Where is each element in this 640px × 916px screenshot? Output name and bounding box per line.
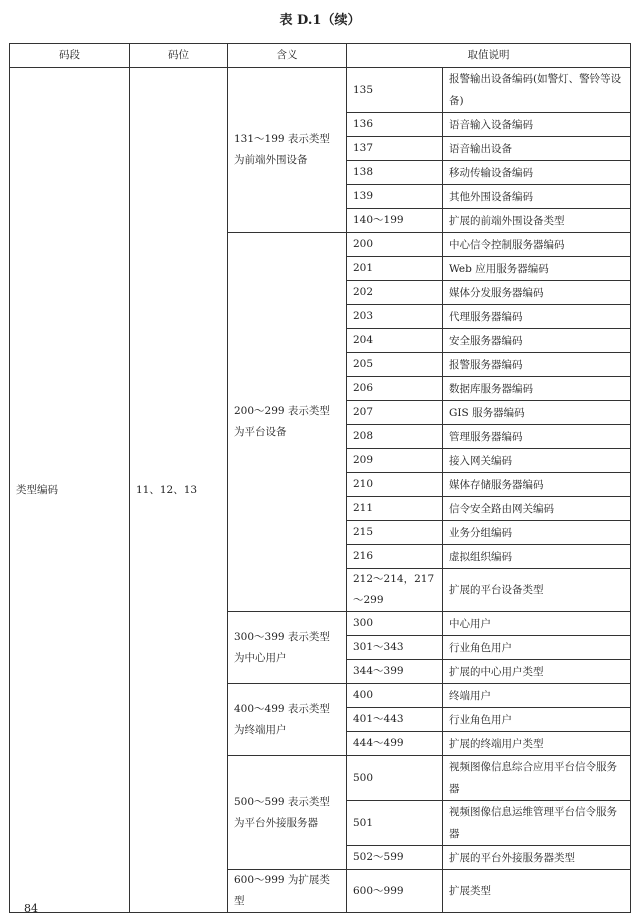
code-cell: 204 [347,329,443,353]
header-position: 码位 [130,44,228,68]
position-cell: 11、12、13 [130,68,228,913]
code-cell: 208 [347,425,443,449]
description-cell: Web 应用服务器编码 [443,257,631,281]
header-row [10,44,631,68]
description-cell: 行业角色用户 [443,708,631,732]
description-cell: 视频图像信息综合应用平台信令服务器 [443,756,631,801]
code-cell: 501 [347,801,443,846]
header-meaning: 含义 [228,44,347,68]
code-cell: 136 [347,113,443,137]
description-cell: 报警服务器编码 [443,353,631,377]
description-cell: 语音输入设备编码 [443,113,631,137]
header-value-description: 取值说明 [347,44,631,68]
code-cell: 500 [347,756,443,801]
code-cell: 400 [347,684,443,708]
code-cell: 444～499 [347,732,443,756]
code-cell: 212～214，217～299 [347,569,443,612]
description-cell: 数据库服务器编码 [443,377,631,401]
description-cell: 扩展的终端用户类型 [443,732,631,756]
code-cell: 202 [347,281,443,305]
page-number: 84 [24,902,38,915]
description-cell: 接入网关编码 [443,449,631,473]
description-cell: 视频图像信息运维管理平台信令服务器 [443,801,631,846]
description-cell: 中心用户 [443,612,631,636]
code-cell: 215 [347,521,443,545]
description-cell: 业务分组编码 [443,521,631,545]
description-cell: 虚拟组织编码 [443,545,631,569]
description-cell: 扩展的前端外围设备类型 [443,209,631,233]
code-cell: 216 [347,545,443,569]
type-code-table [9,43,631,913]
meaning-cell: 500～599 表示类型为平台外接服务器 [228,756,347,870]
description-cell: 扩展的平台外接服务器类型 [443,846,631,870]
description-cell: 信令安全路由网关编码 [443,497,631,521]
code-cell: 207 [347,401,443,425]
header-segment: 码段 [10,44,130,68]
code-cell: 209 [347,449,443,473]
description-cell: 终端用户 [443,684,631,708]
meaning-cell: 200～299 表示类型为平台设备 [228,233,347,612]
code-cell: 205 [347,353,443,377]
description-cell: 扩展的平台设备类型 [443,569,631,612]
description-cell: 语音输出设备 [443,137,631,161]
description-cell: 扩展的中心用户类型 [443,660,631,684]
table-row [10,68,631,113]
code-cell: 401～443 [347,708,443,732]
code-cell: 140～199 [347,209,443,233]
description-cell: 移动传输设备编码 [443,161,631,185]
code-cell: 203 [347,305,443,329]
description-cell: 媒体存储服务器编码 [443,473,631,497]
description-cell: 扩展类型 [443,870,631,913]
code-cell: 300 [347,612,443,636]
code-cell: 344～399 [347,660,443,684]
code-cell: 135 [347,68,443,113]
description-cell: 代理服务器编码 [443,305,631,329]
code-cell: 137 [347,137,443,161]
description-cell: 其他外围设备编码 [443,185,631,209]
code-cell: 139 [347,185,443,209]
meaning-cell: 400～499 表示类型为终端用户 [228,684,347,756]
code-cell: 138 [347,161,443,185]
description-cell: GIS 服务器编码 [443,401,631,425]
description-cell: 媒体分发服务器编码 [443,281,631,305]
code-cell: 502～599 [347,846,443,870]
code-cell: 211 [347,497,443,521]
code-cell: 201 [347,257,443,281]
code-cell: 210 [347,473,443,497]
code-cell: 600～999 [347,870,443,913]
description-cell: 中心信令控制服务器编码 [443,233,631,257]
meaning-cell: 600～999 为扩展类型 [228,870,347,913]
code-cell: 206 [347,377,443,401]
description-cell: 报警输出设备编码(如警灯、警铃等设备) [443,68,631,113]
code-cell: 301～343 [347,636,443,660]
description-cell: 管理服务器编码 [443,425,631,449]
segment-cell: 类型编码 [10,68,130,913]
code-cell: 200 [347,233,443,257]
description-cell: 行业角色用户 [443,636,631,660]
table-title: 表 D.1（续） [279,13,361,28]
meaning-cell: 300～399 表示类型为中心用户 [228,612,347,684]
description-cell: 安全服务器编码 [443,329,631,353]
meaning-cell: 131～199 表示类型为前端外围设备 [228,68,347,233]
